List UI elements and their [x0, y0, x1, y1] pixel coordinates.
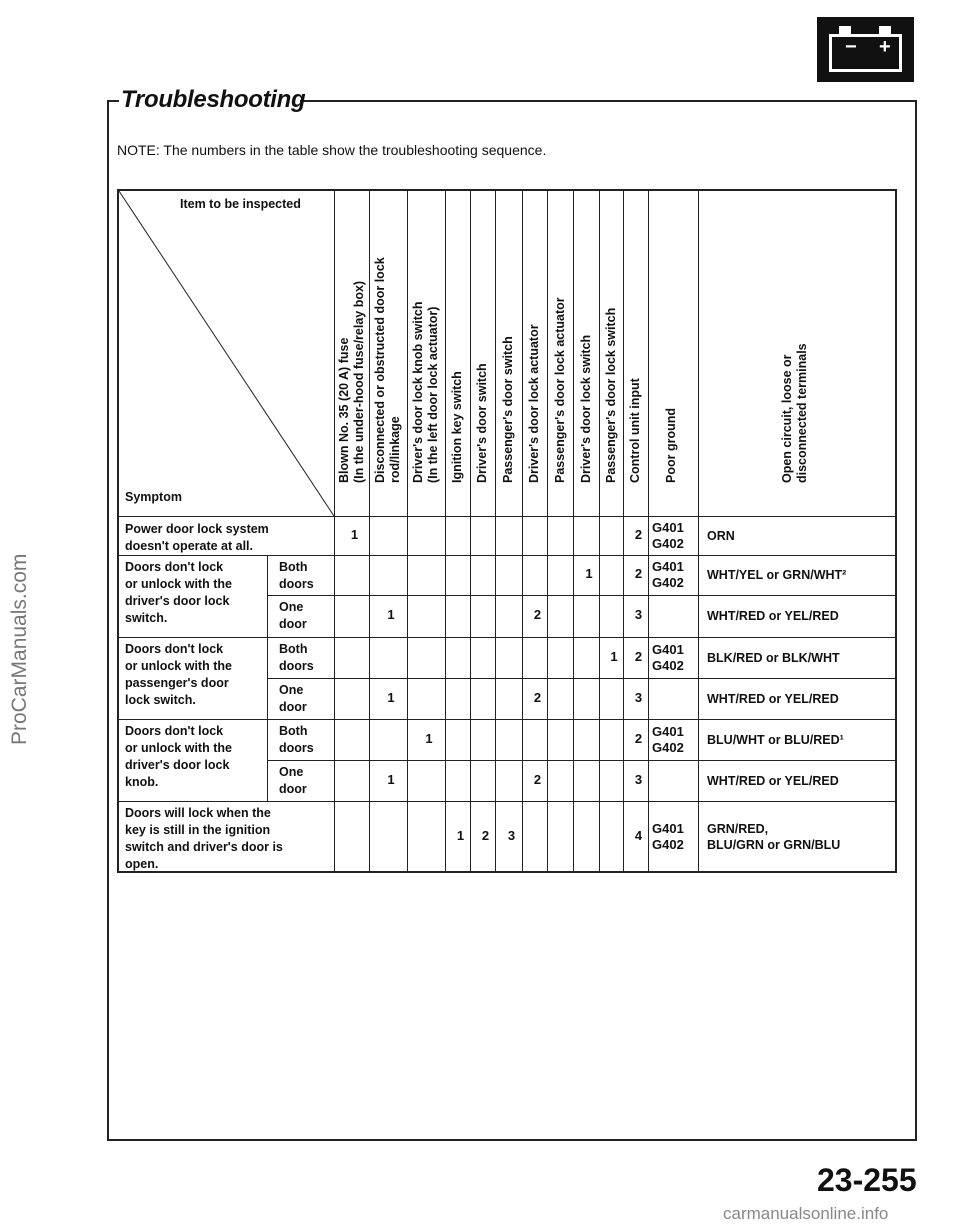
door-sublabel: One door: [279, 683, 307, 714]
frame-line: [107, 1139, 917, 1141]
column-header: Blown No. 35 (20 A) fuse (In the under-hood fuse/relay box): [336, 280, 366, 483]
sequence-number: 3: [634, 689, 643, 705]
column-header: Disconnected or obstructed door lock rod/linkage: [373, 257, 402, 483]
sequence-number: 1: [387, 771, 395, 787]
ground-label: G401 G402: [652, 519, 684, 551]
sequence-number: 1: [456, 828, 465, 843]
column-header: Open circuit, loose or disconnected terminals: [780, 343, 809, 483]
sequence-number: 4: [634, 828, 643, 843]
sequence-number: 3: [634, 771, 643, 787]
wire-label: BLU/WHT or BLU/RED¹: [707, 732, 844, 747]
sequence-number: 1: [350, 526, 359, 542]
sequence-number: 2: [533, 771, 542, 787]
sequence-number: 1: [585, 566, 593, 581]
door-sublabel: One door: [279, 600, 307, 631]
sequence-number: 1: [425, 730, 433, 746]
subcolumn-line: [267, 555, 268, 801]
column-header: Poor ground: [664, 408, 678, 483]
column-header: Passenger's door switch: [501, 336, 515, 483]
wire-label: BLK/RED or BLK/WHT: [707, 650, 840, 665]
column-header: Passenger's door lock switch: [603, 307, 618, 483]
column-line: [369, 191, 370, 873]
page-number: 23-255: [817, 1162, 917, 1198]
sequence-number: 2: [634, 730, 643, 746]
corner-diagonal: [119, 191, 334, 516]
note-text: NOTE: The numbers in the table show the troubleshooting sequence.: [117, 142, 547, 158]
column-header: Ignition key switch: [450, 371, 464, 483]
row-line: [119, 637, 897, 638]
symptom-label: Power door lock system doesn't operate at all.: [125, 522, 269, 553]
column-line: [334, 191, 335, 873]
header-line: [119, 516, 897, 517]
sequence-number: 2: [634, 526, 643, 542]
door-sublabel: One door: [279, 765, 307, 796]
wire-label: WHT/RED or YEL/RED: [707, 773, 839, 788]
sequence-number: 2: [533, 607, 542, 622]
sequence-number: 3: [507, 828, 516, 843]
row-line: [267, 678, 897, 679]
wire-label: ORN: [707, 528, 735, 543]
column-header: Driver's door lock knob switch (In the left door lock actuator): [411, 301, 440, 483]
row-line: [267, 760, 897, 761]
frame-line: [915, 100, 917, 1140]
ground-label: G401 G402: [652, 559, 684, 590]
footer-watermark: carmanualsonline.info: [723, 1204, 889, 1223]
wire-label: WHT/RED or YEL/RED: [707, 691, 839, 706]
sidebar-watermark: ProCarManuals.com: [8, 553, 31, 745]
column-line: [698, 191, 699, 873]
sequence-number: 2: [533, 689, 542, 705]
column-line: [407, 191, 408, 873]
frame-line: [107, 100, 109, 1140]
ground-label: G401 G402: [652, 821, 684, 852]
column-line: [623, 191, 624, 873]
column-line: [495, 191, 496, 873]
page-title: Troubleshooting: [121, 86, 306, 113]
column-header: Driver's door lock actuator: [527, 324, 541, 483]
sequence-number: 1: [387, 607, 395, 622]
column-header: Passenger's door lock actuator: [552, 297, 567, 483]
column-line: [522, 191, 523, 873]
row-line: [119, 719, 897, 720]
frame-line: [300, 100, 917, 102]
row-line: [267, 595, 897, 596]
sequence-number: 2: [634, 566, 643, 581]
sequence-number: 2: [481, 828, 490, 843]
column-line: [599, 191, 600, 873]
corner-header-item: Item to be inspected: [180, 197, 301, 211]
row-line: [119, 801, 897, 802]
ground-label: G401 G402: [652, 723, 684, 755]
symptom-label: Doors will lock when the key is still in the ignition switch and driver's door is open.: [125, 806, 283, 871]
symptom-label: Doors don't lock or unlock with the driver's door lock knob.: [125, 724, 232, 789]
battery-icon: [817, 17, 914, 82]
sequence-number: 1: [610, 648, 618, 664]
column-line: [445, 191, 446, 873]
row-line: [119, 555, 897, 556]
battery-minus-sign: −: [845, 36, 857, 58]
column-header: Driver's door switch: [475, 363, 489, 483]
wire-label: WHT/RED or YEL/RED: [707, 609, 839, 623]
sequence-number: 2: [634, 648, 643, 664]
door-sublabel: Both doors: [279, 560, 314, 591]
sequence-number: 1: [387, 689, 395, 705]
symptom-label: Doors don't lock or unlock with the driver's door lock switch.: [125, 560, 232, 625]
ground-label: G401 G402: [652, 641, 684, 673]
symptom-label: Doors don't lock or unlock with the passenger's door lock switch.: [125, 642, 232, 707]
wire-label: WHT/YEL or GRN/WHT²: [707, 568, 847, 582]
troubleshooting-table: [117, 189, 897, 873]
door-sublabel: Both doors: [279, 724, 314, 755]
column-line: [573, 191, 574, 873]
column-header: Driver's door lock switch: [578, 334, 593, 483]
sequence-number: 3: [634, 607, 643, 622]
corner-header-symptom: Symptom: [125, 490, 182, 504]
column-line: [470, 191, 471, 873]
wire-label: GRN/RED, BLU/GRN or GRN/BLU: [707, 822, 841, 852]
door-sublabel: Both doors: [279, 642, 314, 673]
column-header: Control unit input: [628, 378, 642, 483]
battery-plus-sign: +: [879, 36, 891, 58]
